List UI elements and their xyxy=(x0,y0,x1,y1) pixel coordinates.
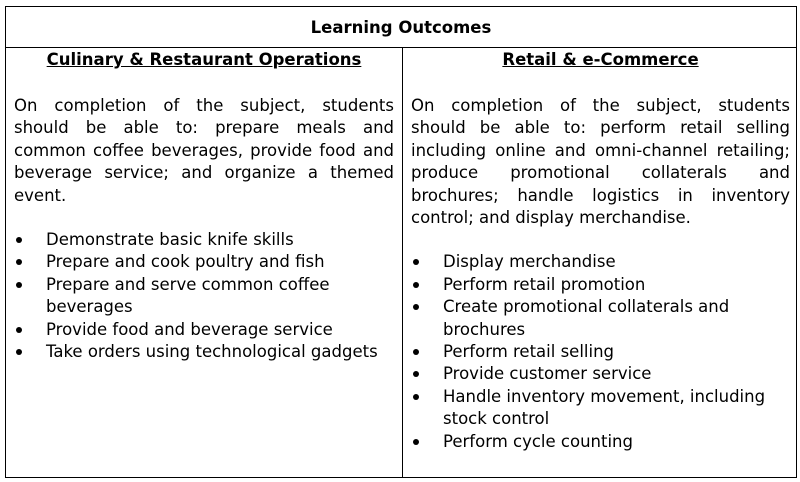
list-item: Provide customer service xyxy=(411,363,790,385)
retail-intro: On completion of the subject, students should be able to: perform retail selling including online and omni-channel retailing; produce promotional collaterals and brochures; handle logistics in inventory control; and display merchandise. xyxy=(411,96,790,228)
list-item: Create promotional collaterals and brochures xyxy=(411,296,790,341)
culinary-heading: Culinary & Restaurant Operations xyxy=(46,50,362,69)
list-item: Perform cycle counting xyxy=(411,431,790,453)
retail-outcomes-list xyxy=(411,251,790,453)
list-item: Take orders using technological gadgets xyxy=(14,341,394,363)
list-item: Handle inventory movement, including stock control xyxy=(411,386,790,431)
list-item: Display merchandise xyxy=(411,251,790,273)
retail-heading: Retail & e-Commerce xyxy=(502,50,699,69)
retail-column xyxy=(411,47,790,477)
list-item: Perform retail promotion xyxy=(411,274,790,296)
column-divider xyxy=(402,47,403,477)
table-title: Learning Outcomes xyxy=(6,7,796,48)
culinary-intro: On completion of the subject, students should be able to: prepare meals and common coffee beverages, provide food and beverage service; and organize a themed event. xyxy=(14,96,394,205)
culinary-column xyxy=(14,47,394,477)
culinary-outcomes-list xyxy=(14,229,394,363)
list-item: Demonstrate basic knife skills xyxy=(14,229,394,251)
list-item: Perform retail selling xyxy=(411,341,790,363)
list-item: Prepare and cook poultry and fish xyxy=(14,251,394,273)
list-item: Provide food and beverage service xyxy=(14,319,394,341)
list-item: Prepare and serve common coffee beverages xyxy=(14,274,394,319)
learning-outcomes-table xyxy=(5,6,797,478)
